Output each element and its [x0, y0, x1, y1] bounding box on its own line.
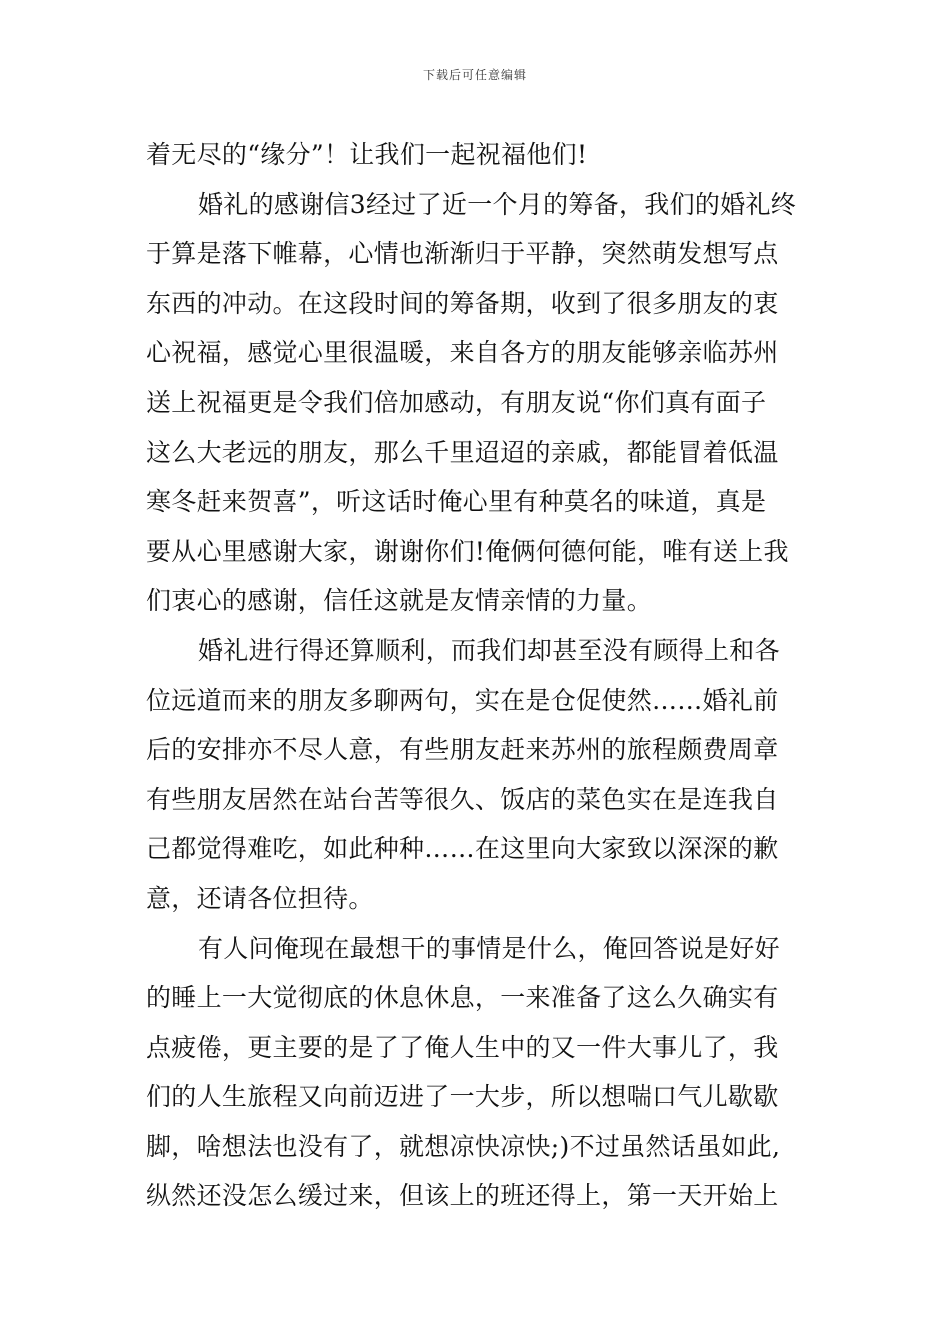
paragraph-start-line: 有人问俺现在最想干的事情是什么，俺回答说是好好 — [198, 933, 780, 963]
page-header: 下载后可任意编辑 — [422, 68, 527, 82]
text-line: 着无尽的“缘分”！让我们一起祝福他们! — [146, 140, 588, 169]
text-line: 于算是落下帷幕，心情也渐渐归于平静，突然萌发想写点 — [146, 239, 779, 269]
text-line: 己都觉得难吃，如此种种……在这里向大家致以深深的歉 — [146, 834, 779, 864]
text-line: 这么大老远的朋友，那么千里迢迢的亲戚，都能冒着低温 — [146, 437, 779, 467]
paragraph-start-line: 婚礼的感谢信3经过了近一个月的筹备，我们的婚礼终 — [198, 189, 797, 219]
text-line: 心祝福，感觉心里很温暖，来自各方的朋友能够亲临苏州 — [146, 338, 779, 368]
text-line: 有些朋友居然在站台苦等很久、饭店的菜色实在是连我自 — [146, 784, 779, 814]
text-line: 点疲倦，更主要的是了了俺人生中的又一件大事儿了，我 — [146, 1032, 779, 1062]
paragraph-start-line: 婚礼进行得还算顺利，而我们却甚至没有顾得上和各 — [198, 635, 780, 665]
text-line: 们的人生旅程又向前迈进了一大步，所以想喘口气儿歇歇 — [146, 1082, 779, 1112]
text-line: 送上祝福更是令我们倍加感动，有朋友说“你们真有面子 — [146, 387, 767, 417]
text-line: 东西的冲动。在这段时间的筹备期，收到了很多朋友的衷 — [146, 288, 779, 318]
document-body — [146, 130, 826, 1221]
text-line: 意，还请各位担待。 — [146, 883, 374, 913]
text-line: 位远道而来的朋友多聊两句，实在是仓促使然……婚礼前 — [146, 685, 779, 715]
text-line: 后的安排亦不尽人意，有些朋友赶来苏州的旅程颇费周章 — [146, 735, 779, 765]
text-line: 纵然还没怎么缓过来，但该上的班还得上，第一天开始上 — [146, 1181, 779, 1211]
text-line: 们衷心的感谢，信任这就是友情亲情的力量。 — [146, 586, 653, 616]
text-line: 寒冬赶来贺喜”，听这话时俺心里有种莫名的味道，真是 — [146, 487, 767, 517]
text-line: 要从心里感谢大家，谢谢你们!俺俩何德何能，唯有送上我 — [146, 536, 789, 566]
text-line: 脚，啥想法也没有了，就想凉快凉快;)不过虽然话虽如此, — [146, 1131, 781, 1161]
text-line: 的睡上一大觉彻底的休息休息，一来准备了这么久确实有 — [146, 983, 779, 1013]
